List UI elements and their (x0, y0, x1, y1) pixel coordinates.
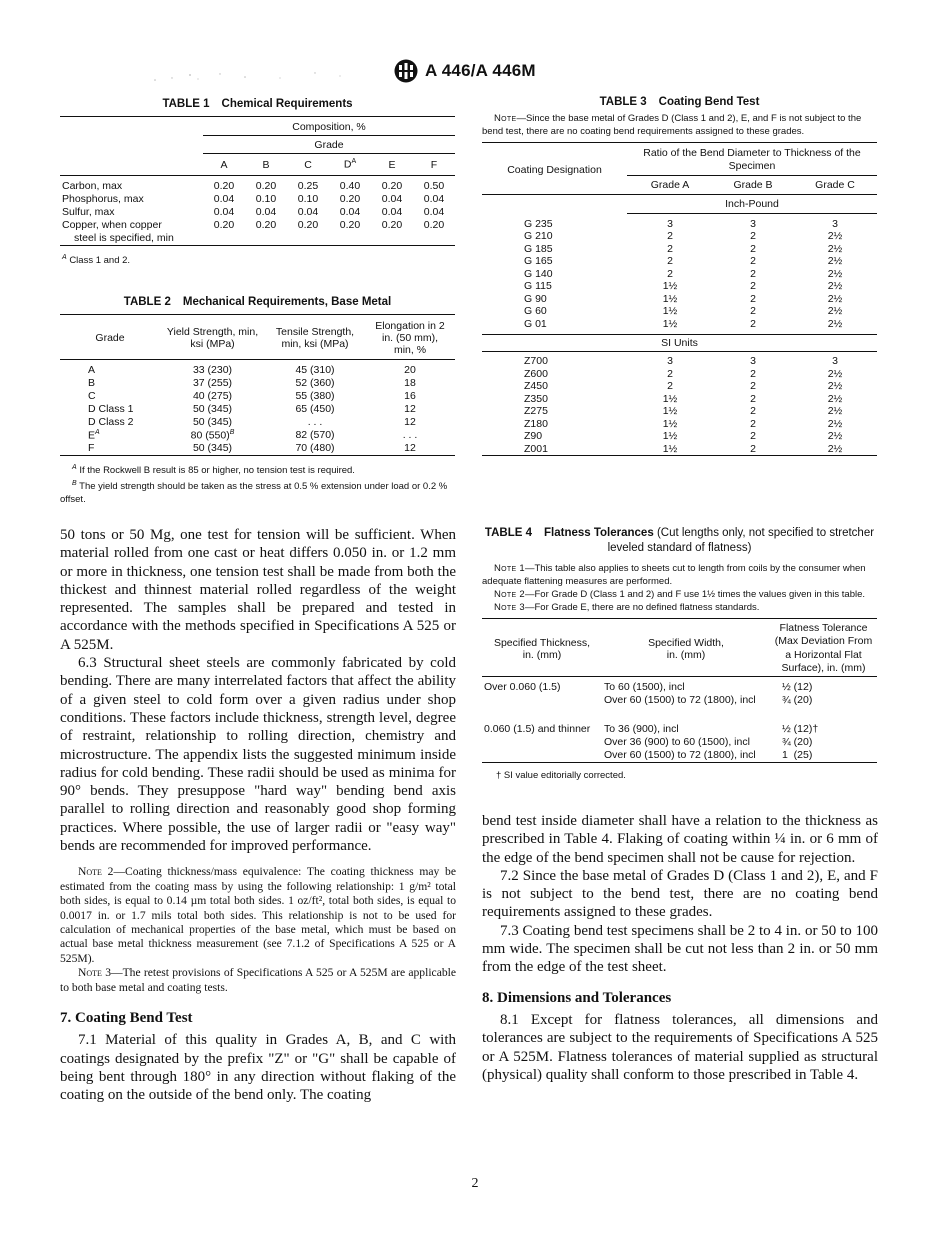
table-4-flatness-tolerances (482, 526, 877, 782)
table-row: Over 60 (1500) to 72 (1800), incl 1 (25) (482, 748, 877, 762)
table-row: G 210 2 2 2½ (524, 230, 843, 243)
table-row: Over 36 (900) to 60 (1500), incl ¾ (20) (604, 735, 813, 748)
table-row: D Class 2 50 (345) . . . 12 (88, 416, 416, 428)
left-column-body (60, 526, 456, 1104)
table-row: D Class 1 50 (345) 65 (450) 12 (88, 403, 416, 415)
table-1-footnote: $^A$ Class 1 and 2. (62, 254, 131, 267)
section-8-heading: 8. Dimensions and Tolerances (482, 989, 672, 1006)
col-grade-b: Grade B (713, 176, 793, 195)
table-1-grid: Composition, % Grade A B C $D^A$ E F Carbon, max 0.20 0.20 0.25 0.40 0.20 0.50 Phosphorus, max 0.04 0.10 0.10 0.20 0.04 0.04 Sulfur, max 0.04 0.04 0.04 0.04 0.04 0.04 Copper, when copper 0.20 0.20 0.20 0.20 0.20 0.20 steel is specified, min (60, 116, 455, 246)
table-1-caption: Chemical Requirements (221, 98, 353, 110)
grade-col-d: $D^A$ (329, 154, 371, 176)
table-4-title: TABLE 4 Flatness Tolerances (Cut lengths only, not specified to stretcher leveled standard of flatness) (484, 527, 875, 554)
table-row: Phosphorus, max 0.04 0.10 0.10 0.20 0.04 0.04 (62, 193, 445, 205)
col-tolerance: Flatness Tolerance (Max Deviation From a Horizontal Flat Surface), in. (mm) (770, 622, 877, 677)
table-4-note-1: Note 1—This table also applies to sheets cut to length from coils by the consumer when adequate flattening measures are performed. (482, 563, 866, 587)
section-inch-pound: Inch-Pound (627, 195, 877, 214)
paragraph-7-2: 7.2 Since the base metal of Grades D (Class 1 and 2), E, and F is not subject to the bend test, there are no coating bend requirements assigned to these grades. (482, 867, 878, 921)
col-elongation: Elongation in 2 in. (50 mm), min, % (365, 318, 455, 360)
astm-logo-icon (393, 58, 419, 84)
col-grade-c: Grade C (793, 176, 877, 195)
table-row: F 50 (345) 70 (480) 12 (60, 442, 455, 456)
table-row: Copper, when copper 0.20 0.20 0.20 0.20 0.20 0.20 (62, 219, 445, 231)
table-2-grid (60, 314, 455, 456)
grade-col-c: C (287, 154, 329, 176)
table-4-note-3: Note 3—For Grade E, there are no defined flatness standards. (494, 602, 760, 613)
table-row: Z180 1½ 2 2½ (524, 417, 843, 430)
page-number: 2 (471, 1176, 479, 1191)
table-row: Z450 2 2 2½ (524, 380, 843, 393)
section-si-units: SI Units (482, 334, 877, 351)
table-row: Sulfur, max 0.04 0.04 0.04 0.04 0.04 0.04 (62, 206, 445, 218)
paragraph-7-1-continued: bend test inside diameter shall have a relation to the thickness as prescribed in Table 4. Flaking of coating within ¼ in. or 6 mm of the edge of the bend specimen shall not be cause for rejection. (482, 813, 878, 866)
table-2-title: TABLE 2 Mechanical Requirements, Base Metal (123, 296, 392, 308)
table-1-number: TABLE 1 (162, 98, 210, 110)
table-row: G 185 2 2 2½ (524, 242, 843, 255)
scan-specks (150, 66, 350, 86)
document-header (393, 58, 536, 84)
col-grade-a: Grade A (627, 176, 713, 195)
table-2-footnote-a: $^A$ If the Rockwell B result is 85 or higher, no tension test is required. (72, 464, 355, 477)
grade-col-e: E (371, 154, 413, 176)
grade-col-b: B (245, 154, 287, 176)
table-row: G 235 3 3 3 (524, 217, 838, 230)
col-ratio: Ratio of the Bend Diameter to Thickness of the Specimen (627, 146, 877, 176)
note-2: Note 2—Coating thickness/mass equivalence: The coating thickness may be estimated from the coating mass by using the following relationship: 1 g/m² total both sides, is equal to 0.14 µm total both sides. 1 oz/ft², total both sides, is equal to 0.0017 in. or 1.7 mils total both sides. This relationship is not to be used for calculation of mechanical properties of the base metal, which must be based on actual base metal thickness measurement (see 7.1.2 of Specifications A 525 or A 525M). (60, 865, 456, 965)
grade-col-a: A (203, 154, 245, 176)
grade-col-f: F (413, 154, 455, 176)
table-row: G 01 1½ 2 2½ (524, 317, 843, 330)
paragraph-8-1: 8.1 Except for flatness tolerances, all dimensions and tolerances are subject to the requirements of Specifications A 525 or A 525M. Flatness tolerances of material supplied as structural (physical) quality shall conform to those prescribed in Table 4. (482, 1011, 878, 1083)
col-width: Specified Width, in. (mm) (602, 622, 770, 677)
table-row: Z350 1½ 2 2½ (524, 392, 843, 405)
paragraph-7-1: 7.1 Material of this quality in Grades A, B, and C with coatings designated by the prefix "Z" or "G" shall be capable of being bent through 180° in any direction without flaking of the coating on the outside of the bend only. The coating (60, 1032, 456, 1104)
section-7-heading: 7. Coating Bend Test (60, 1010, 193, 1026)
paragraph-6-3: 6.3 Structural sheet steels are commonly fabricated by cold bending. There are many interrelated factors that affect the ability of a given steel to cold form over a given radius under shop conditions. These factors include thickness, strength level, degree of restraint, relationship to rolling direction, chemistry and microstructure. The appendix lists the suggested minimum inside radius for cold bending. These radii should be used as minima for 90° bends. They presuppose "hard way" bending bend axis parallel to rolling direction and reasonably good shop forming practices. Where possible, the use of larger radii or "easy way" bends are recommended for improved performance. (60, 655, 456, 855)
table-2-mechanical-requirements (60, 296, 455, 506)
designation: A 446/A 446M (425, 61, 536, 80)
table-4-grid (482, 618, 877, 763)
table-row: Z275 1½ 2 2½ (524, 405, 843, 418)
table-3-note: Note—Since the base metal of Grades D (Class 1 and 2), E, and F is not subject to the bend test, there are no coating bend requirements assigned to these grades. (482, 113, 862, 137)
table-2-footnote-b: $^B$ The yield strength should be taken as the stress at 0.5 % extension under load or 0.2 % offset. (60, 480, 448, 506)
table-row: Carbon, max 0.20 0.20 0.25 0.40 0.20 0.50 (62, 180, 445, 192)
col-coating-designation: Coating Designation (482, 146, 627, 195)
paragraph-6-2-continued: 50 tons or 50 Mg, one test for tension will be sufficient. When material rolled from one cast or heat differs 0.050 in. or 1.2 mm or more in thickness, one tension test shall be made from both the thickest and thinnest material rolled regardless of the weight represented. The samples shall be prepared and tested in accordance with the methods specified in Specifications A 525 or A 525M. (60, 527, 456, 653)
table-row: Over 60 (1500) to 72 (1800), incl ¾ (20) (604, 693, 813, 706)
table-row: 0.060 (1.5) and thinner To 36 (900), incl ½ (12)† (484, 722, 819, 735)
note-3: Note 3—The retest provisions of Specifications A 525 or A 525M are applicable to both base metal and coating tests. (60, 966, 457, 994)
table-1-title (60, 98, 455, 110)
table-row: G 90 1½ 2 2½ (524, 292, 843, 305)
paragraph-7-3: 7.3 Coating bend test specimens shall be 2 to 4 in. or 50 to 100 mm wide. The specimen shall be cut not less than 2 in. or 50 mm from the edge of the test sheet. (482, 922, 878, 976)
composition-header: Composition, % (203, 120, 455, 136)
table-row: G 60 1½ 2 2½ (524, 305, 843, 318)
table-4-footnote: † SI value editorially corrected. (496, 769, 626, 781)
table-row: $E^A$ 80 $(550)^B$ 82 (570) . . . (88, 428, 418, 442)
table-row: G 165 2 2 2½ (524, 255, 843, 268)
right-column-body (482, 812, 878, 1084)
table-row: Over 0.060 (1.5) To 60 (1500), incl ½ (12) (484, 680, 813, 693)
col-thickness: Specified Thickness, in. (mm) (482, 622, 602, 677)
table-row: G 115 1½ 2 2½ (524, 280, 843, 293)
grade-header: Grade (203, 136, 455, 154)
table-row: Z700 3 3 3 (524, 355, 838, 368)
table-row: Z001 1½ 2 2½ (482, 443, 877, 456)
col-grade: Grade (60, 318, 160, 360)
table-row: B 37 (255) 52 (360) 18 (88, 377, 416, 389)
col-tensile: Tensile Strength, min, ksi (MPa) (265, 318, 365, 360)
table-row: C 40 (275) 55 (380) 16 (88, 390, 416, 402)
table-3-title: TABLE 3 Coating Bend Test (599, 96, 760, 108)
table-row: G 140 2 2 2½ (524, 267, 843, 280)
table-4-note-2: Note 2—For Grade D (Class 1 and 2) and F use 1½ times the values given in this table. (494, 589, 866, 600)
table-row: Z90 1½ 2 2½ (524, 430, 843, 443)
table-3-coating-bend-test (482, 96, 877, 456)
table-3-grid (482, 142, 877, 456)
col-yield: Yield Strength, min, ksi (MPa) (160, 318, 265, 360)
table-1-chemical-requirements (60, 98, 455, 267)
table-row: A 33 (230) 45 (310) 20 (88, 364, 416, 376)
table-row: Z600 2 2 2½ (524, 367, 843, 380)
